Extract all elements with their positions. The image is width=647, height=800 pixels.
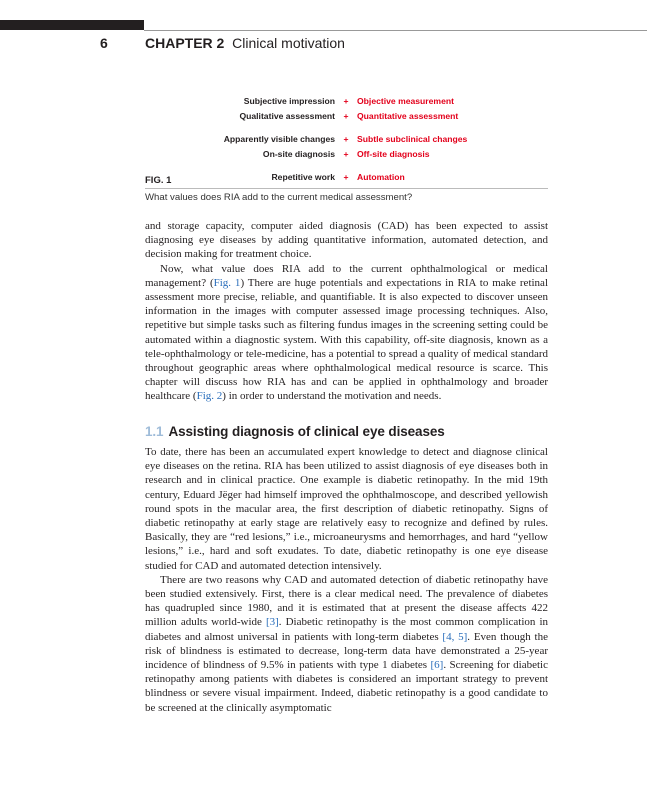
citation-link[interactable]: [4, 5]: [442, 630, 468, 643]
plus-sign: +: [343, 133, 349, 144]
chapter-label: CHAPTER 2: [145, 35, 225, 51]
caption-rule: [145, 188, 548, 189]
plus-sign: +: [343, 149, 349, 160]
header-bar: [0, 20, 144, 30]
citation-link[interactable]: [3]: [265, 616, 279, 629]
figure-row-right: Automation: [357, 171, 405, 182]
figure-caption: What values does RIA add to the current medical assessment?: [145, 192, 413, 203]
paragraph: Now, what value does RIA add to the current ophthalmological or medical management? (Fig. 1) There are huge potentials and expectations in RIA to make retinal assessment more precise, reliable, and quantifiable. It is also expected to discover unseen information in the images with computer assessed image processing techniques. Also, repetitive but simple tasks such as filtering fundus images in the screening setting could be automated within a diagnostic system. With this capability, off-site diagnosis, known as a tele-ophthalmology or tele-medicine, has a potential to spread a quality of medical standard throughout geographic areas where ophthalmological medical resource is scarce. This chapter will discuss how RIA has and can be applied in ophthalmology and broader healthcare (Fig. 2) in order to understand the motivation and needs.: [145, 262, 548, 403]
figure-row: [145, 131, 548, 147]
section-title: Assisting diagnosis of clinical eye diseases: [168, 424, 445, 439]
figure-row-right: Off-site diagnosis: [357, 149, 430, 160]
figure-ref-link[interactable]: Fig. 1: [213, 276, 241, 289]
figure-row-right: Quantitative assessment: [357, 111, 459, 122]
paragraph: and storage capacity, computer aided diagnosis (CAD) has been expected to assist diagnosing eye diseases by adding quantitative information, automated detection, and decision making for treatment choice.: [145, 220, 548, 261]
figure-ref-link[interactable]: Fig. 2: [196, 390, 223, 403]
figure-row-right: Subtle subclinical changes: [357, 133, 468, 144]
plus-sign: +: [343, 171, 349, 182]
figure-row-left: Apparently visible changes: [223, 133, 335, 144]
header-rule: [144, 30, 647, 31]
figure-row: [145, 169, 548, 185]
chapter-title: Clinical motivation: [232, 35, 345, 51]
figure-row-right: Objective measurement: [357, 95, 454, 106]
paragraph: To date, there has been an accumulated expert knowledge to detect and diagnose clinical eye diseases on the retina. RIA has been utilized to assist diagnosis of eye diseases both in research and in clinical practice. One example is diabetic retinopathy. In the mid 19th century, Eduard Jëger had himself improved the ophthalmoscope, and described yellowish round spots in the macular area, the first description of diabetic retinopathy. Signs of diabetic retinopathy at early stage are relatively easy to recognize and defined by rules. Basically, they are “red lesions,” i.e., microaneurysms and hemorrhages, and hard “yellow lesions,” i.e., hard and soft exudates. To date, diabetic retinopathy is one eye disease studied for CAD and automated detection intensively.: [145, 446, 548, 572]
section-heading: [145, 424, 445, 439]
intro-text: [145, 219, 548, 404]
paragraph: There are two reasons why CAD and automated detection of diabetic retinopathy have been studied extensively. First, there is a clear medical need. The prevalence of diabetes has quadrupled since 1980, and it is estimated that at present the disease affects 422 million adults world-wide [3]. Diabetic retinopathy is the most common complication in diabetes and almost universal in patients with long-term diabetes [4, 5]. Even though the risk of blindness is estimated to decrease, long-term data have demonstrated a 25-year incidence of blindness of 9.5% in patients with type 1 diabetes [6]. Screening for diabetic retinopathy among patients with diabetes is considered an important strategy to prevent blindness or severe visual impairment. Indeed, diabetic retinopathy is a good candidate to be screened at the clinically asymptomatic: [145, 573, 548, 714]
figure-label: FIG. 1: [145, 175, 172, 186]
figure-row-left: Subjective impression: [243, 95, 335, 106]
page-number: 6: [100, 35, 108, 51]
figure-row-left: On-site diagnosis: [262, 149, 335, 160]
figure-row-left: Repetitive work: [271, 171, 335, 182]
figure-row-left: Qualitative assessment: [239, 111, 335, 122]
figure-row: [145, 93, 548, 109]
figure-row: [145, 147, 548, 163]
plus-sign: +: [343, 111, 349, 122]
figure-row: [145, 109, 548, 125]
plus-sign: +: [343, 95, 349, 106]
section-number: 1.1: [145, 424, 164, 439]
chapter-heading: [145, 35, 345, 51]
figure-1: [145, 93, 548, 185]
section-text: [145, 445, 548, 715]
citation-link[interactable]: [6]: [430, 659, 444, 672]
